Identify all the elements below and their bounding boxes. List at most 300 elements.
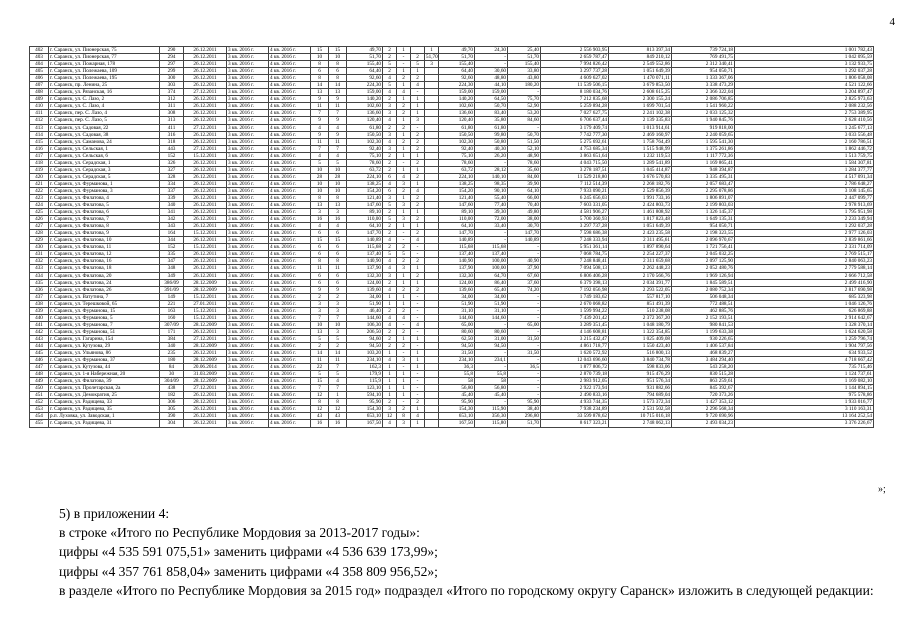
table-cell: 70,40 <box>508 202 541 209</box>
row-reference: в строке «Итого по Республике Мордовия за 2013-2017 годы»: <box>59 525 420 541</box>
table-cell: 1 541 960,22 <box>672 103 735 110</box>
table-cell: 26.12.2011 <box>184 47 227 54</box>
table-cell: 2 556 903,95 <box>541 47 609 54</box>
table-cell: 449 <box>30 378 49 385</box>
table-cell: 8 <box>311 75 329 82</box>
table-cell: 89,10 <box>439 209 475 216</box>
table-cell: 4 <box>383 75 397 82</box>
table-cell: 4 кв. 2016 г. <box>269 307 311 314</box>
table-cell: 4 кв. 2016 г. <box>269 342 311 349</box>
table-cell: 2 <box>397 138 411 145</box>
table-cell: 6 <box>329 230 347 237</box>
table-cell: 3 <box>383 406 397 413</box>
table-cell: 171 <box>160 328 184 335</box>
table-cell: 147,60 <box>439 202 475 209</box>
table-cell: 144,60 <box>439 314 475 321</box>
table-cell: 3 кв. 2016 г. <box>227 378 269 385</box>
table-cell: 78,60 <box>508 159 541 166</box>
table-cell: 4 517 091,34 <box>735 173 874 180</box>
table-cell: 154,20 <box>347 187 383 194</box>
table-cell: г. Саранск, пер. С. Лазо, 4 <box>49 110 160 117</box>
table-row <box>30 75 874 82</box>
table-cell: 12 <box>311 406 329 413</box>
table-cell: 37,60 <box>508 279 541 286</box>
table-cell: 102,60 <box>439 103 475 110</box>
table-cell: 95,90 <box>347 399 383 406</box>
table-cell: 51,50 <box>508 138 541 145</box>
table-cell: 2 <box>397 406 411 413</box>
table-cell: 3 кв. 2016 г. <box>227 173 269 180</box>
table-cell: 65,00 <box>508 321 541 328</box>
table-cell: 446 <box>30 357 49 364</box>
table-cell: 436 <box>30 286 49 293</box>
table-cell: 347 <box>160 258 184 265</box>
table-cell: 51,70 <box>508 420 541 427</box>
table-cell: 4 кв. 2016 г. <box>269 187 311 194</box>
table-cell: 2 977 126,03 <box>735 230 874 237</box>
table-cell: 299 <box>160 68 184 75</box>
table-cell: 58 <box>439 378 475 385</box>
table-cell: 224,30 <box>439 82 475 89</box>
table-cell: 2 <box>383 307 397 314</box>
table-cell: 1 595 541,30 <box>672 138 735 145</box>
table-cell: 4 <box>383 265 397 272</box>
table-cell: 2 <box>397 124 411 131</box>
table-cell: 2 983 912,05 <box>541 378 609 385</box>
table-cell: 13 164 252,54 <box>735 413 874 420</box>
table-cell: 598 833,06 <box>609 364 672 371</box>
table-cell <box>425 89 439 96</box>
table-cell: 1 <box>411 68 425 75</box>
table-cell: 919 818,00 <box>672 124 735 131</box>
table-cell: - <box>475 61 508 68</box>
table-cell: 340 <box>160 202 184 209</box>
table-cell: 341 <box>160 209 184 216</box>
table-cell: 1 969 126,94 <box>672 272 735 279</box>
table-cell: 4 кв. 2016 г. <box>269 54 311 61</box>
table-cell: 1 051 649,39 <box>609 68 672 75</box>
table-cell: - <box>508 251 541 258</box>
table-cell: 1 795 951,98 <box>735 209 874 216</box>
table-cell <box>425 321 439 328</box>
table-cell: 6 806 406,28 <box>541 272 609 279</box>
table-cell: 2 <box>397 307 411 314</box>
table-cell: 343 <box>160 223 184 230</box>
table-cell: 75,10 <box>439 152 475 159</box>
table-cell: - <box>411 251 425 258</box>
table-cell: 2 <box>383 159 397 166</box>
table-cell: 1 <box>397 293 411 300</box>
table-cell: 2 779 588,14 <box>735 265 874 272</box>
table-row <box>30 244 874 251</box>
table-cell: - <box>397 321 411 328</box>
table-cell: 5 <box>311 159 329 166</box>
table-cell: 1 <box>397 96 411 103</box>
table-cell: 83,40 <box>475 110 508 117</box>
table-cell: 24,30 <box>475 47 508 54</box>
table-cell: 63,72 <box>439 166 475 173</box>
table-cell: 3 кв. 2016 г. <box>227 47 269 54</box>
table-cell: 455 <box>30 420 49 427</box>
table-cell: 421 <box>30 180 49 187</box>
table-cell: 2 <box>411 202 425 209</box>
table-cell: 5 <box>383 82 397 89</box>
table-cell: 5 <box>383 61 397 68</box>
table-cell: 4 <box>383 89 397 96</box>
table-cell: 2 <box>383 223 397 230</box>
table-cell: 1 <box>411 420 425 427</box>
table-cell <box>425 251 439 258</box>
table-cell: г. Саранск, ул. Филатова, 39 <box>49 378 160 385</box>
table-cell: 224,10 <box>347 173 383 180</box>
table-cell: 1 <box>397 209 411 216</box>
table-cell: 26.12.2011 <box>184 216 227 223</box>
table-cell: г. Саранск, ул. Радищева, 33 <box>49 399 160 406</box>
table-cell: 26.12.2011 <box>184 272 227 279</box>
table-cell: 49,80 <box>508 209 541 216</box>
table-cell: 307/09 <box>160 321 184 328</box>
table-cell: 115,90 <box>475 406 508 413</box>
table-cell: 13 <box>311 89 329 96</box>
table-cell: 4 <box>329 152 347 159</box>
table-cell: г. Саранск, ул. Филатова, 8 <box>49 223 160 230</box>
table-cell: 7 994 826,42 <box>541 61 609 68</box>
table-cell: 4 кв. 2016 г. <box>269 279 311 286</box>
table-cell: 5 <box>329 371 347 378</box>
table-cell <box>425 413 439 420</box>
table-cell: 447 <box>30 364 49 371</box>
table-cell: 144,60 <box>475 314 508 321</box>
table-cell: 11 <box>329 103 347 110</box>
table-cell: 4 кв. 2016 г. <box>269 392 311 399</box>
table-cell: 4 861 718,77 <box>541 342 609 349</box>
table-cell: 1 940 845,76 <box>672 117 735 124</box>
table-cell: 4 кв. 2016 г. <box>269 103 311 110</box>
table-cell: 27.01.2011 <box>184 300 227 307</box>
table-cell: 139,60 <box>439 286 475 293</box>
table-cell: 1 048 180,79 <box>609 321 672 328</box>
table-cell <box>425 230 439 237</box>
table-cell: г. Саранск, ул. Серадская, 3 <box>49 166 160 173</box>
table-cell: 137,90 <box>347 265 383 272</box>
table-cell: 391/09 <box>160 286 184 293</box>
table-cell: 1 573 372,34 <box>609 399 672 406</box>
table-cell: 64,10 <box>347 223 383 230</box>
table-cell <box>425 75 439 82</box>
table-cell: 2 <box>329 342 347 349</box>
table-cell: 316 <box>160 131 184 138</box>
table-cell: 5 <box>383 202 397 209</box>
table-cell: 26.12.2011 <box>184 209 227 216</box>
table-cell: 951 576,34 <box>609 378 672 385</box>
table-cell: 5 <box>397 251 411 258</box>
table-cell: 140,20 <box>347 96 383 103</box>
table-row <box>30 223 874 230</box>
table-cell: 2 088 232,56 <box>735 103 874 110</box>
table-cell <box>425 350 439 357</box>
table-cell: 224,30 <box>347 82 383 89</box>
table-cell: 11 529 218,80 <box>541 173 609 180</box>
table-cell: 1 328 370,14 <box>735 321 874 328</box>
table-cell: 4 кв. 2016 г. <box>269 328 311 335</box>
table-cell: 140,90 <box>347 258 383 265</box>
table-cell: 4 кв. 2016 г. <box>269 335 311 342</box>
table-cell: - <box>411 342 425 349</box>
table-cell: 516 800,13 <box>609 350 672 357</box>
table-cell: 4 <box>383 420 397 427</box>
table-cell: 147,70 <box>508 230 541 237</box>
table-cell: 4 кв. 2016 г. <box>269 166 311 173</box>
table-cell: 1 259 796,74 <box>735 335 874 342</box>
table-cell: 1 817 823,48 <box>609 216 672 223</box>
table-cell: 2 152 193,51 <box>672 314 735 321</box>
table-cell: 845 392,67 <box>672 385 735 392</box>
table-cell: 303 <box>160 82 184 89</box>
table-row <box>30 392 874 399</box>
table-cell: 64,40 <box>439 68 475 75</box>
table-cell: 110,00 <box>347 216 383 223</box>
table-cell: 448 <box>30 371 49 378</box>
table-cell: г. Саранск, пр. Ленина, 25 <box>49 82 160 89</box>
table-cell: 543 258,20 <box>672 364 735 371</box>
table-cell: 1 322 354,85 <box>609 328 672 335</box>
table-cell: 4 933 744,35 <box>541 399 609 406</box>
table-cell: - <box>508 392 541 399</box>
table-cell: 26.12.2011 <box>184 138 227 145</box>
table-cell: - <box>508 300 541 307</box>
table-cell: г. Саранск, ул. Филатова, 16 <box>49 258 160 265</box>
table-cell: г. Саранск, ул. С. Лазо, 2 <box>49 96 160 103</box>
table-cell: 31,10 <box>439 307 475 314</box>
table-cell: 1 199 633,38 <box>672 328 735 335</box>
table-cell: 10 <box>311 187 329 194</box>
table-cell: 137,40 <box>347 251 383 258</box>
table-cell: 8 <box>311 258 329 265</box>
table-cell: 3 <box>383 131 397 138</box>
table-cell: 51,70 <box>426 54 438 61</box>
table-cell: 6 245 656,03 <box>541 194 609 201</box>
table-row <box>30 328 874 335</box>
table-cell: 28 <box>329 173 347 180</box>
table-cell: г. Саранск, ул. Гагарина, 154 <box>49 335 160 342</box>
table-cell: 4 <box>311 124 329 131</box>
table-cell: 1 649 135,31 <box>672 216 735 223</box>
table-cell: 5 <box>311 335 329 342</box>
table-cell: 453 <box>30 406 49 413</box>
table-cell: 2 080 752,34 <box>672 286 735 293</box>
table-cell: 1 <box>411 406 425 413</box>
table-cell: 4 кв. 2016 г. <box>269 47 311 54</box>
table-cell: 1 427 353,12 <box>672 399 735 406</box>
table-cell: 2 531 502,58 <box>609 406 672 413</box>
table-cell: 2 311 495,61 <box>609 237 672 244</box>
table-cell: 124,00 <box>439 279 475 286</box>
table-cell: 106,30 <box>347 321 383 328</box>
table-cell: - <box>475 350 508 357</box>
table-cell: 739 724,18 <box>672 47 735 54</box>
table-cell: 4 581 906,27 <box>541 209 609 216</box>
table-cell: 438 <box>160 385 184 392</box>
table-cell <box>425 187 439 194</box>
table-cell: 3 кв. 2016 г. <box>227 194 269 201</box>
table-cell: 337 <box>160 187 184 194</box>
table-cell: 138,25 <box>439 180 475 187</box>
table-cell: 3 кв. 2016 г. <box>227 399 269 406</box>
table-cell: 653,10 <box>347 413 383 420</box>
table-cell: 3 кв. 2016 г. <box>227 89 269 96</box>
table-cell: 28 <box>311 173 329 180</box>
table-cell: 1 <box>397 385 411 392</box>
table-cell: 155,40 <box>347 61 383 68</box>
table-cell: 3 кв. 2016 г. <box>227 335 269 342</box>
table-cell: 45,40 <box>475 392 508 399</box>
table-cell: 22 <box>311 364 329 371</box>
table-cell: 6 <box>311 68 329 75</box>
table-cell: 311 <box>160 103 184 110</box>
table-cell: 626 869,88 <box>735 307 874 314</box>
table-cell: 26.12.2011 <box>184 75 227 82</box>
table-cell: 1 515 948,99 <box>609 145 672 152</box>
table-cell: 16 <box>311 420 329 427</box>
table-row <box>30 286 874 293</box>
table-cell: 3 110 163,31 <box>735 406 874 413</box>
table-cell: 2 <box>411 286 425 293</box>
table-cell: - <box>475 230 508 237</box>
table-cell: 84,60 <box>508 117 541 124</box>
table-cell: 4 кв. 2016 г. <box>269 138 311 145</box>
table-cell: 4 кв. 2016 г. <box>269 173 311 180</box>
table-cell: 8 <box>329 75 347 82</box>
table-cell: 36,5 <box>508 364 541 371</box>
replacement-2: цифры «4 357 761 858,04» заменить цифрами «4 358 809 956,52»; <box>59 563 438 579</box>
table-cell: 20.06.2014 <box>184 364 227 371</box>
table-cell: 26.12.2011 <box>184 258 227 265</box>
table-cell: 26.12.2011 <box>184 237 227 244</box>
table-cell: 2 <box>311 293 329 300</box>
table-cell: - <box>411 300 425 307</box>
table-cell: 1 326 145,37 <box>672 209 735 216</box>
table-cell: 3 <box>383 272 397 279</box>
table-cell: 3 кв. 2016 г. <box>227 159 269 166</box>
table-cell: 77,40 <box>475 202 508 209</box>
resettlement-table <box>29 46 874 428</box>
table-cell: 1 375 261,86 <box>672 145 735 152</box>
table-cell: 7 742 777,30 <box>541 131 609 138</box>
table-cell: 2 <box>411 230 425 237</box>
table-cell: 10 <box>311 166 329 173</box>
table-cell: 4 <box>411 187 425 194</box>
table-cell: 2 817 690,98 <box>735 286 874 293</box>
table-cell: 7 192 056,98 <box>541 286 609 293</box>
table-row <box>30 138 874 145</box>
table-cell: 3 кв. 2016 г. <box>227 328 269 335</box>
table-row <box>30 279 874 286</box>
table-cell: 4 кв. 2016 г. <box>269 286 311 293</box>
table-cell: 27.12.2011 <box>184 335 227 342</box>
table-cell: 6 <box>329 272 347 279</box>
table-cell: 115,68 <box>439 244 475 251</box>
table-cell: 3 кв. 2016 г. <box>227 216 269 223</box>
table-cell: 2 499 416,90 <box>735 279 874 286</box>
table-cell: 33 599 878,62 <box>541 413 609 420</box>
table-cell: 2 <box>397 187 411 194</box>
table-cell: 52,10 <box>508 145 541 152</box>
table-cell: 5 700 360,93 <box>541 216 609 223</box>
table-cell: г. Саранск, ул. Серадская, 1 <box>49 159 160 166</box>
table-cell: 404 <box>30 61 49 68</box>
table-cell: - <box>508 378 541 385</box>
table-cell: 685 323,98 <box>735 293 874 300</box>
table-cell: 414 <box>30 131 49 138</box>
table-cell: 6 <box>311 230 329 237</box>
table-cell: г. Саранск, ул. Филатова, 9 <box>49 230 160 237</box>
table-cell: 13 <box>311 202 329 209</box>
table-cell: 3 кв. 2016 г. <box>227 244 269 251</box>
table-cell: 441 <box>30 321 49 328</box>
table-cell: - <box>475 237 508 244</box>
table-cell: 4 кв. 2016 г. <box>269 230 311 237</box>
table-cell: 416 <box>30 145 49 152</box>
table-cell: 439 <box>30 307 49 314</box>
table-cell: 2 300 155,24 <box>609 96 672 103</box>
table-cell: 3 <box>383 103 397 110</box>
table-cell: 35,80 <box>475 117 508 124</box>
table-cell: 1 <box>397 82 411 89</box>
table-cell: 120,40 <box>347 117 383 124</box>
table-cell: 2 <box>383 124 397 131</box>
table-cell: 234,10 <box>347 357 383 364</box>
table-cell: 154,20 <box>439 187 475 194</box>
table-cell: 2 <box>397 103 411 110</box>
table-cell: 7 <box>329 364 347 371</box>
table-cell <box>425 173 439 180</box>
table-cell: 1 <box>397 300 411 307</box>
table-cell: 27.12.2011 <box>184 89 227 96</box>
table-cell: 43 <box>311 413 329 420</box>
table-cell: 3 кв. 2016 г. <box>227 272 269 279</box>
table-cell: 137,40 <box>439 251 475 258</box>
table-cell: 4 кв. 2016 г. <box>269 89 311 96</box>
table-cell: 14 <box>329 82 347 89</box>
table-cell: 80,60 <box>439 328 475 335</box>
table-cell: 4 753 685,34 <box>541 145 609 152</box>
table-cell: 2 033 125,32 <box>672 110 735 117</box>
table-cell: г. Саранск, ул. Фурманова, 37 <box>49 357 160 364</box>
table-cell: 424 <box>30 202 49 209</box>
table-cell: 417 <box>30 152 49 159</box>
table-cell: 2 870 739,18 <box>541 371 609 378</box>
table-cell: 115,68 <box>475 244 508 251</box>
table-cell: 1 <box>397 392 411 399</box>
table-cell: 159,00 <box>347 89 383 96</box>
table-cell: 80,60 <box>475 328 508 335</box>
table-row <box>30 300 874 307</box>
table-cell: 1 <box>397 223 411 230</box>
table-cell: 720 373,26 <box>672 392 735 399</box>
table-row <box>30 61 874 68</box>
table-cell <box>425 82 439 89</box>
table-cell: 2 372 367,20 <box>609 314 672 321</box>
table-cell: 3 278 187,51 <box>541 166 609 173</box>
table-cell: 123,10 <box>347 385 383 392</box>
table-cell: г. Саранск, ул. С. Лазо, 4 <box>49 103 160 110</box>
table-cell <box>425 194 439 201</box>
table-cell: 147,70 <box>347 230 383 237</box>
table-cell: 139,60 <box>347 286 383 293</box>
table-row <box>30 293 874 300</box>
table-cell: 100,00 <box>475 258 508 265</box>
table-cell: 4 кв. 2016 г. <box>269 244 311 251</box>
